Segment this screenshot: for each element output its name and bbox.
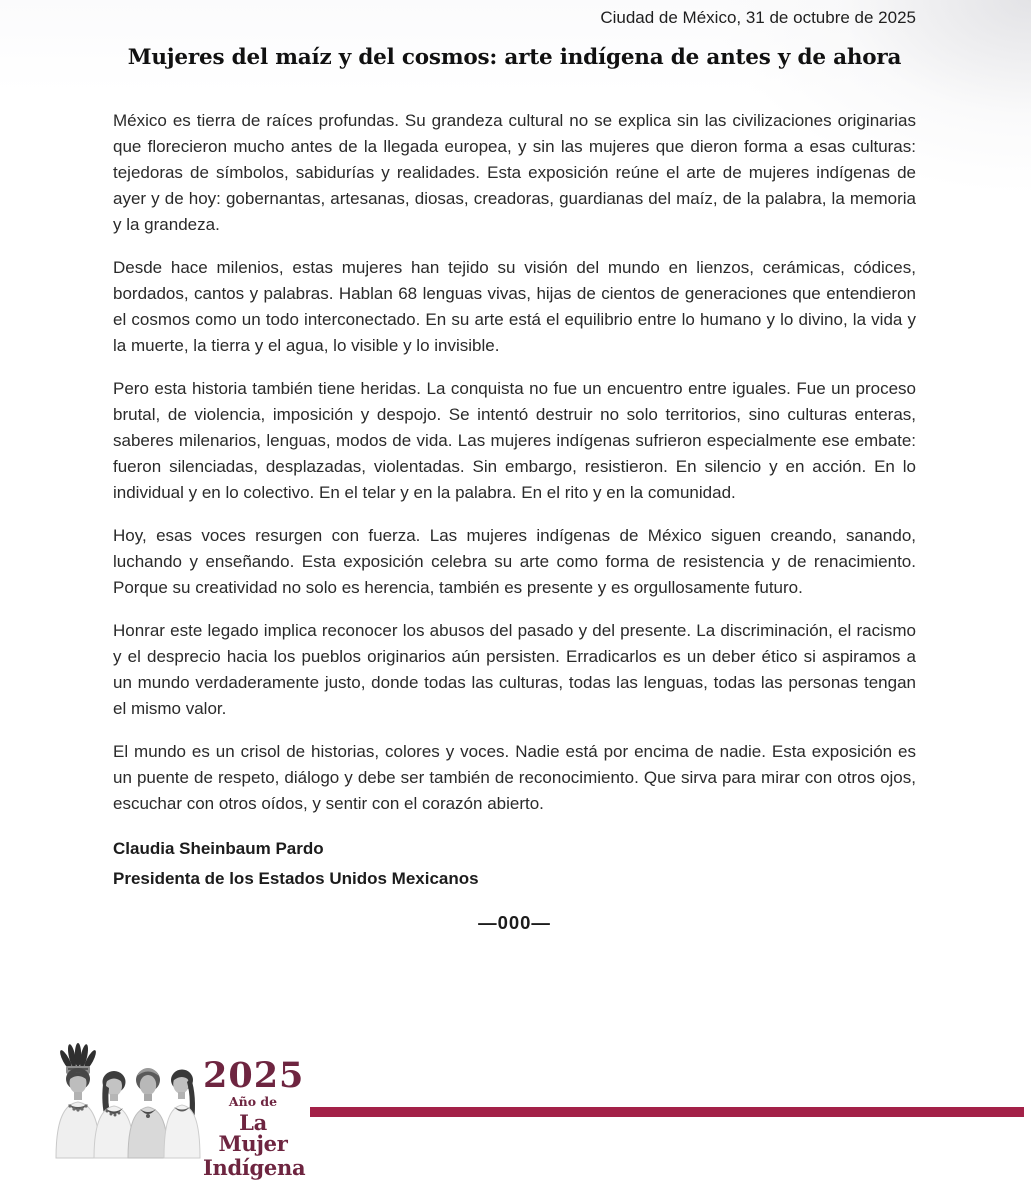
dateline: Ciudad de México, 31 de octubre de 2025 (600, 8, 916, 27)
paragraph-4: Hoy, esas voces resurgen con fuerza. Las mujeres indígenas de México siguen creando, sanando, luchando y enseñando. Esta exposición celebra su arte como forma de resistencia y de renacimiento. Porque su creatividad no solo es herencia, también es presente y es orgullosamente futuro. (113, 526, 916, 597)
logo-subtitle-text: Año de (228, 1094, 278, 1109)
woman-figure-3 (128, 1068, 168, 1158)
paragraph-2: Desde hace milenios, estas mujeres han tejido su visión del mundo en lienzos, cerámicas, códices, bordados, cantos y palabras. Hablan 68 lenguas vivas, hijas de cientos de generaciones que entendieron el cosmos como un todo interconectado. En su arte está el equilibrio entre lo humano y lo divino, la vida y la muerte, la tierra y el agua, lo visible y lo invisible. (113, 258, 916, 355)
indigenous-women-image (44, 1046, 206, 1158)
body-text (113, 108, 916, 817)
paragraph-3: Pero esta historia también tiene heridas. La conquista no fue un encuentro entre iguales. Fue un proceso brutal, de violencia, imposición y despojo. Se intentó destruir no solo territorios, sino culturas enteras, saberes milenarios, lenguas, modos de vida. Las mujeres indígenas sufrieron especialmente ese embate: fueron silenciadas, desplazadas, violentadas. Sin embargo, resistieron. En silencio y en acción. En lo individual y en lo colectivo. En el telar y en la palabra. En el rito y en la comunidad. (113, 379, 916, 502)
signature-name: Claudia Sheinbaum Pardo (113, 839, 324, 858)
paragraph-1: México es tierra de raíces profundas. Su grandeza cultural no se explica sin las civilizaciones originarias que florecieron mucho antes de la llegada europea, y sin las mujeres que dieron forma a esas culturas: tejedoras de símbolos, sabidurías y realidades. Esta exposición reúne el arte de mujeres indígenas de ayer y de hoy: gobernantas, artesanas, diosas, creadoras, guardianas del maíz, de la palabra, la memoria y la grandeza. (113, 111, 916, 234)
year-logo (203, 1055, 306, 1180)
signature-role: Presidenta de los Estados Unidos Mexicanos (113, 869, 479, 888)
woman-figure-1 (56, 1043, 100, 1158)
end-marker: —000— (478, 912, 551, 933)
logo-line3-text: Indígena (203, 1154, 306, 1180)
footer (0, 1040, 1031, 1180)
paragraph-5: Honrar este legado implica reconocer los abusos del pasado y del presente. La discriminación, el racismo y el desprecio hacia los pueblos originarios aún persisten. Erradicarlos es un deber ético si aspiramos a un mundo verdaderamente justo, donde todas las culturas, todas las lenguas, todas las personas tengan el mismo valor. (113, 621, 916, 718)
logo-year-text: 2025 (203, 1055, 305, 1096)
footer-bar (310, 1107, 1024, 1117)
woman-figure-4 (164, 1070, 200, 1159)
signature-block (113, 834, 916, 894)
logo-line2-text: La Mujer (218, 1109, 288, 1156)
page-title: Mujeres del maíz y del cosmos: arte indígena de antes y de ahora (127, 45, 902, 70)
document-content (113, 0, 916, 934)
paragraph-6: El mundo es un crisol de historias, colores y voces. Nadie está por encima de nadie. Esta exposición es un puente de respeto, diálogo y debe ser también de reconocimiento. Que sirva para mirar con otros ojos, escuchar con otros oídos, y sentir con el corazón abierto. (113, 742, 916, 813)
